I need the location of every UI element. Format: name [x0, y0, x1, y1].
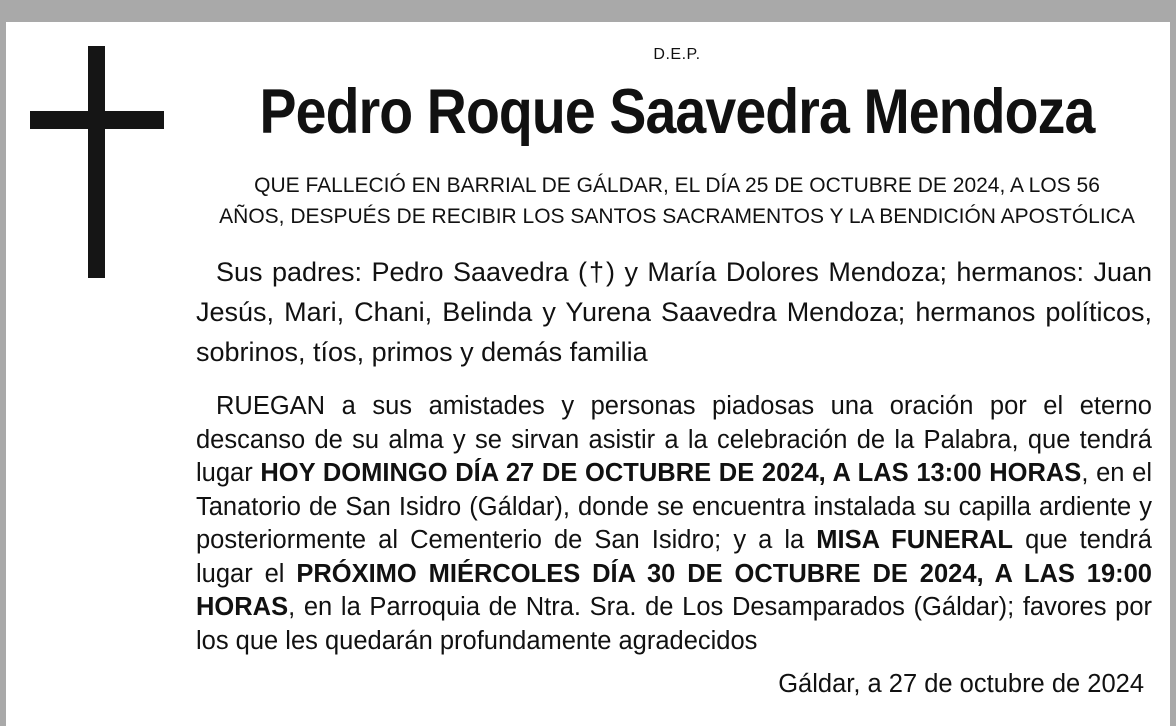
request-text-2: , en el Tanatorio de San Isidro (Gáldar), donde se encuentra instalada su capilla ardiente y posteriormente al Cementerio de San Isidro; y a la	[196, 459, 1152, 554]
dep-header: D.E.P.	[653, 46, 701, 63]
request-bold-mass-date: PRÓXIMO MIÉRCOLES DÍA 30 DE OCTUBRE DE 2024, A LAS 19:00 HORAS	[196, 559, 1152, 621]
cross-vertical-bar	[88, 46, 105, 278]
cross-horizontal-bar	[30, 111, 164, 129]
deceased-name: Pedro Roque Saavedra Mendoza	[259, 77, 1095, 147]
death-details-line-1: QUE FALLECIÓ EN BARRIAL DE GÁLDAR, EL DÍA 25 DE OCTUBRE DE 2024, A LOS 56	[254, 174, 1100, 197]
death-details	[197, 170, 1157, 232]
place-date-signature: Gáldar, a 27 de octubre de 2024	[778, 670, 1144, 698]
request-bold-ceremony-date: HOY DOMINGO DÍA 27 DE OCTUBRE DE 2024, A LAS 13:00 HORAS	[260, 459, 1082, 487]
cross-icon	[30, 46, 164, 278]
family-paragraph: Sus padres: Pedro Saavedra (†) y María Dolores Mendoza; hermanos: Juan Jesús, Mari, Chani, Belinda y Yurena Saavedra Mendoza; hermanos políticos, sobrinos, tíos, primos y demás familia	[196, 257, 1152, 367]
request-bold-mass: MISA FUNERAL	[816, 526, 1013, 554]
obituary-notice	[6, 22, 1170, 726]
request-text-3: que tendrá lugar el	[196, 526, 1152, 588]
request-text-4: , en la Parroquia de Ntra. Sra. de Los Desamparados (Gáldar); favores por los que les quedarán profundamente agradecidos	[196, 593, 1152, 655]
request-text-1: RUEGAN a sus amistades y personas piadosas una oración por el eterno descanso de su alma y se sirvan asistir a la celebración de la Palabra, que tendrá lugar	[196, 392, 1152, 487]
death-details-line-2: AÑOS, DESPUÉS DE RECIBIR LOS SANTOS SACRAMENTOS Y LA BENDICIÓN APOSTÓLICA	[219, 205, 1135, 228]
request-paragraph	[196, 390, 1152, 658]
